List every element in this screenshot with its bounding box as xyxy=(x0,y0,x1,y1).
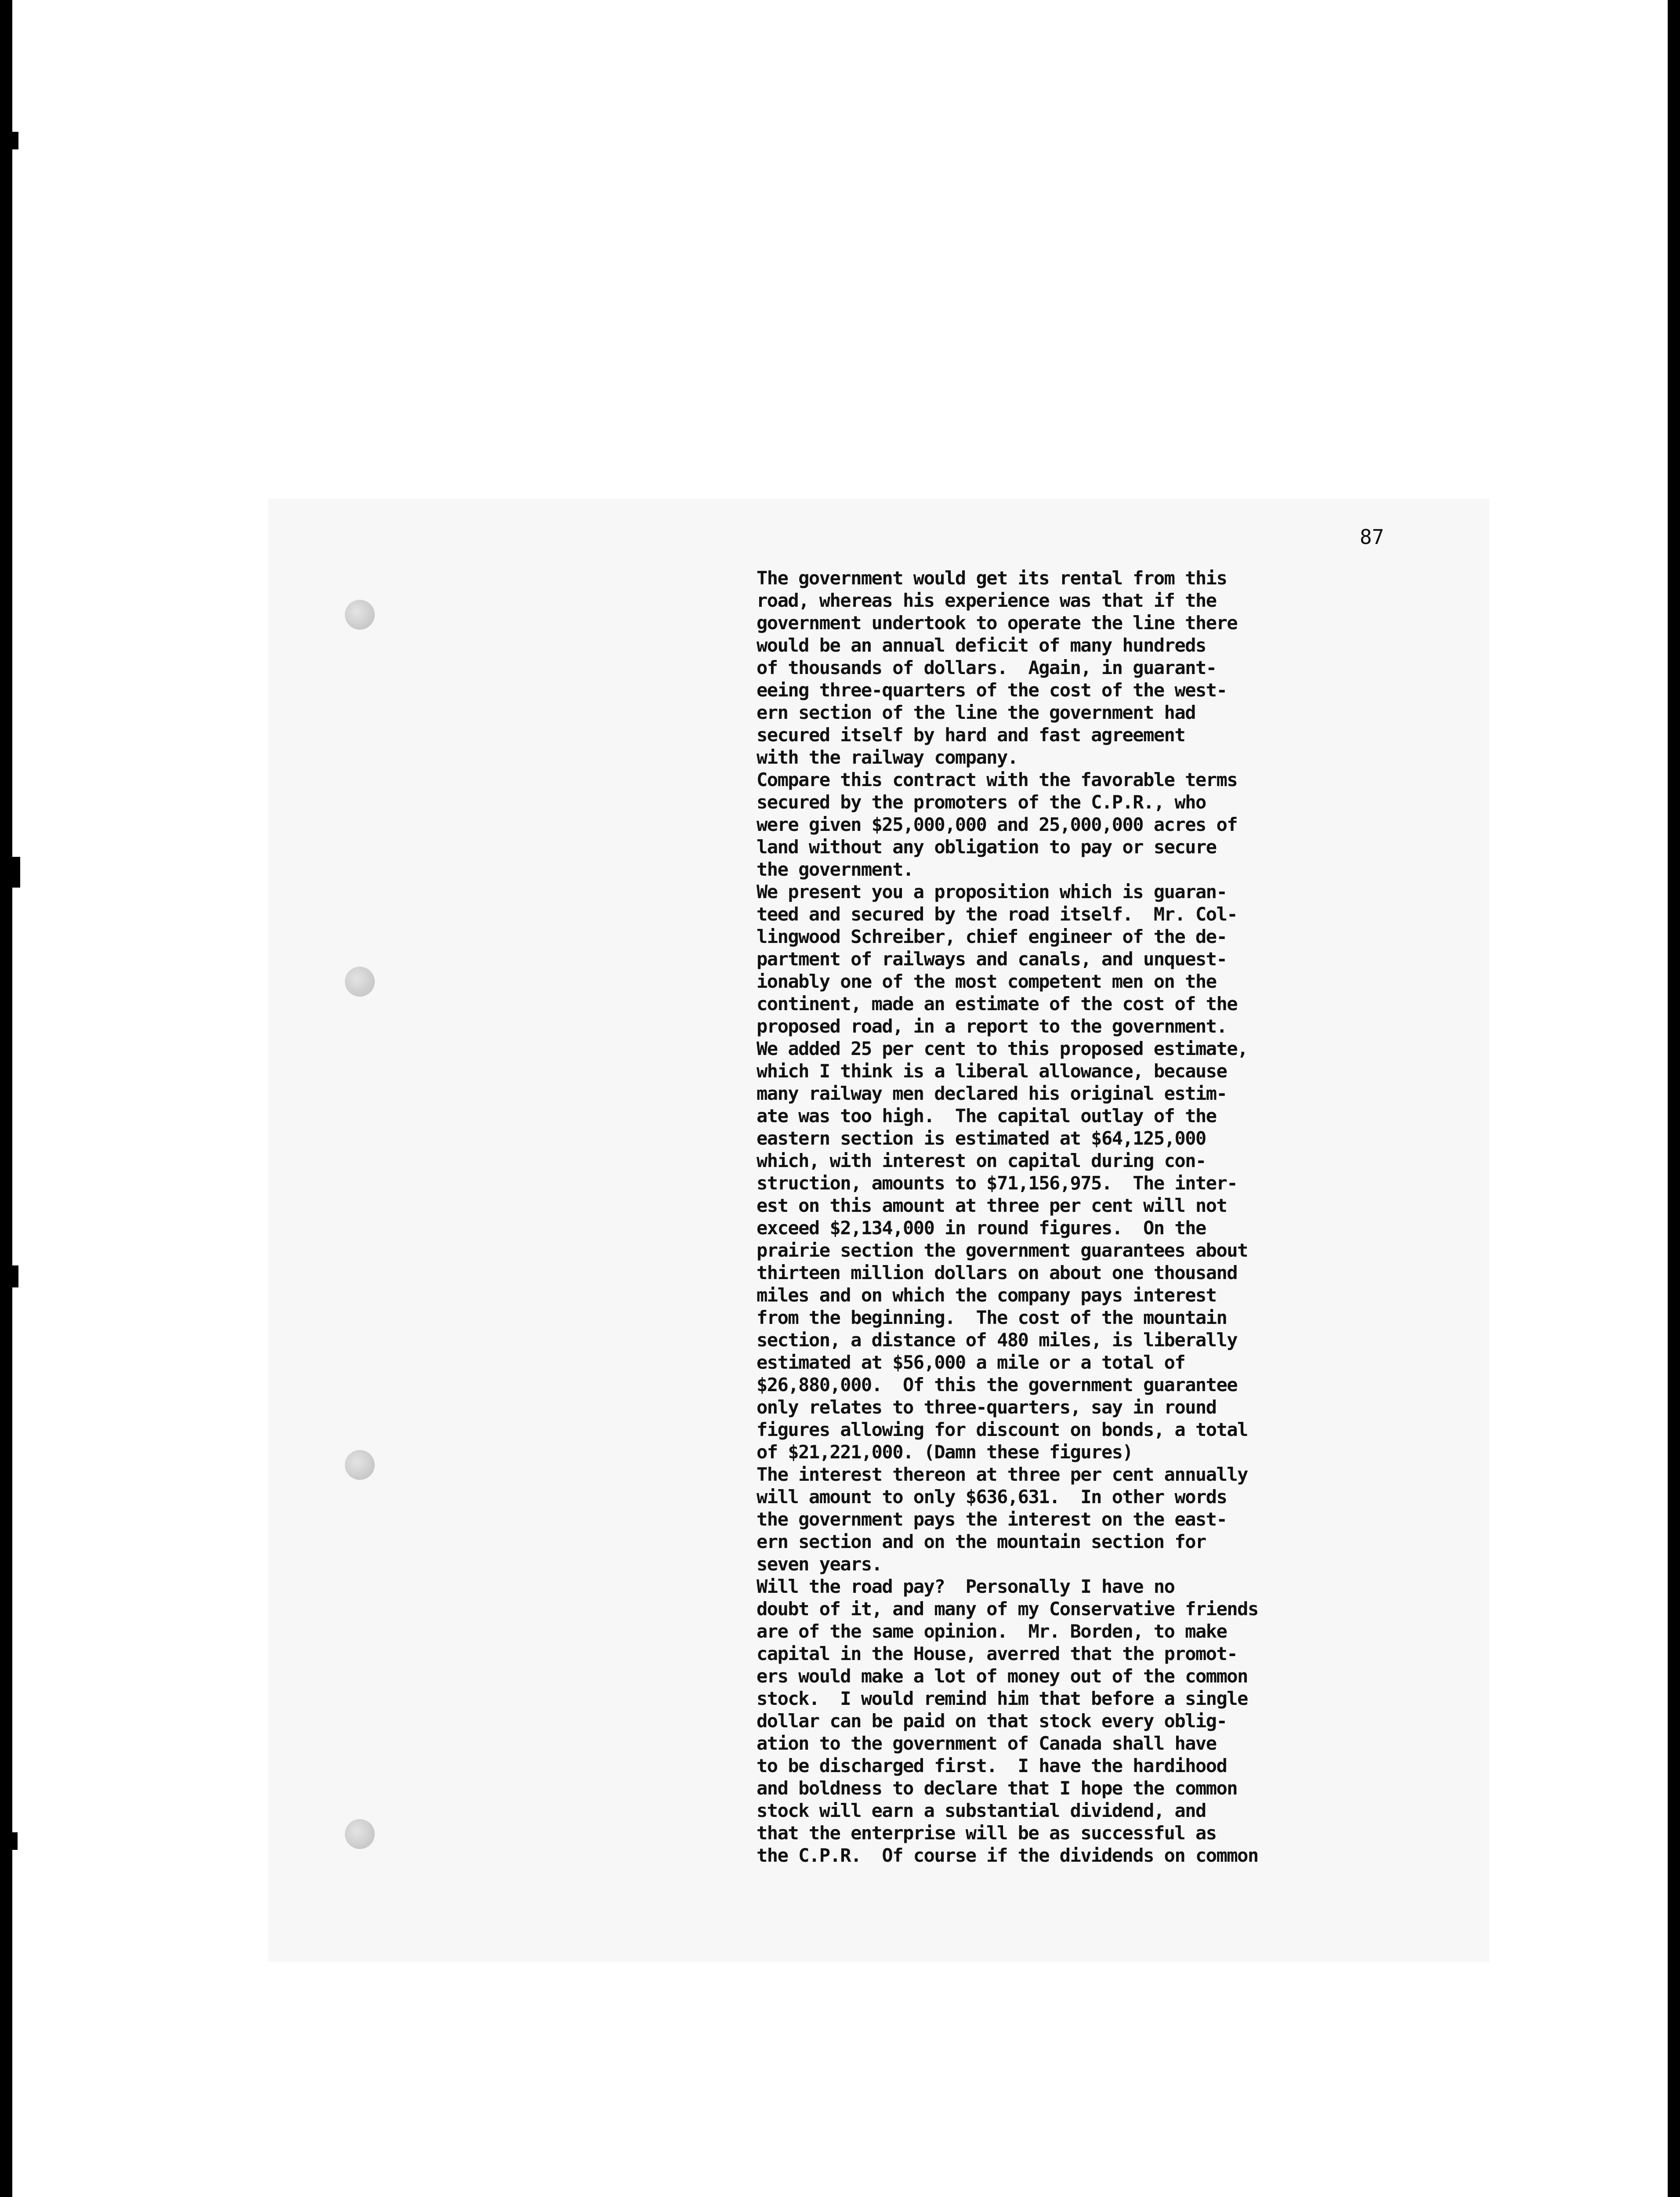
text-line: the government. xyxy=(757,859,913,880)
text-line: the government pays the interest on the east- xyxy=(757,1508,1227,1530)
text-line: of thousands of dollars. Again, in guarant- xyxy=(757,657,1217,678)
text-line: figures allowing for discount on bonds, a total xyxy=(757,1419,1248,1440)
text-line: Compare this contract with the favorable terms xyxy=(757,769,1238,790)
punch-hole xyxy=(345,967,375,997)
text-line: seven years. xyxy=(757,1553,882,1575)
text-line: eastern section is estimated at $64,125,000 xyxy=(757,1128,1206,1149)
text-line: are of the same opinion. Mr. Borden, to make xyxy=(757,1621,1227,1642)
text-line: many railway men declared his original estim- xyxy=(757,1083,1227,1104)
text-line: exceed $2,134,000 in round figures. On the xyxy=(757,1217,1206,1239)
text-line: ern section and on the mountain section for xyxy=(757,1531,1206,1552)
typed-letter-body xyxy=(757,567,1380,1867)
text-line: stock will earn a substantial dividend, and xyxy=(757,1800,1206,1821)
text-line: that the enterprise will be as successful as xyxy=(757,1822,1217,1844)
text-line: eeing three-quarters of the cost of the west- xyxy=(757,679,1227,701)
text-line: which, with interest on capital during con- xyxy=(757,1150,1206,1171)
text-line: The government would get its rental from this xyxy=(757,567,1227,589)
page-number: 87 xyxy=(1360,525,1384,549)
film-edge-mark xyxy=(12,857,20,888)
text-line: were given $25,000,000 and 25,000,000 acres of xyxy=(757,814,1238,835)
text-line: estimated at $56,000 a mile or a total of xyxy=(757,1352,1185,1373)
text-line: struction, amounts to $71,156,975. The inter- xyxy=(757,1172,1238,1194)
text-line: which I think is a liberal allowance, because xyxy=(757,1060,1227,1082)
text-line: the C.P.R. Of course if the dividends on common xyxy=(757,1845,1258,1866)
text-line: ern section of the line the government had xyxy=(757,702,1196,723)
text-line: prairie section the government guarantees about xyxy=(757,1240,1248,1261)
text-line: miles and on which the company pays interest xyxy=(757,1284,1217,1306)
text-line: teed and secured by the road itself. Mr. Col- xyxy=(757,903,1238,925)
text-line: ation to the government of Canada shall have xyxy=(757,1733,1217,1754)
text-line: road, whereas his experience was that if the xyxy=(757,590,1217,611)
text-line: of $21,221,000. (Damn these figures) xyxy=(757,1441,1133,1463)
text-line: Will the road pay? Personally I have no xyxy=(757,1576,1175,1597)
film-right-edge xyxy=(1668,0,1680,2197)
punch-hole xyxy=(345,1450,375,1480)
punch-hole xyxy=(345,600,375,630)
text-line: est on this amount at three per cent will not xyxy=(757,1195,1227,1216)
text-line: We present you a proposition which is guaran- xyxy=(757,881,1227,903)
text-line: ionably one of the most competent men on the xyxy=(757,971,1217,992)
film-edge-mark xyxy=(12,1265,18,1287)
text-line: to be discharged first. I have the hardihood xyxy=(757,1755,1227,1776)
text-line: and boldness to declare that I hope the common xyxy=(757,1777,1238,1799)
text-line: land without any obligation to pay or secure xyxy=(757,836,1217,858)
text-line: government undertook to operate the line there xyxy=(757,612,1238,634)
text-line: ers would make a lot of money out of the common xyxy=(757,1665,1248,1687)
text-line: ate was too high. The capital outlay of the xyxy=(757,1105,1217,1127)
text-line: stock. I would remind him that before a single xyxy=(757,1688,1248,1709)
text-line: capital in the House, averred that the promot- xyxy=(757,1643,1238,1664)
text-line: from the beginning. The cost of the mountain xyxy=(757,1307,1227,1328)
text-line: thirteen million dollars on about one thousand xyxy=(757,1262,1238,1283)
text-line: continent, made an estimate of the cost of the xyxy=(757,993,1238,1015)
text-line: The interest thereon at three per cent annually xyxy=(757,1464,1248,1485)
text-line: lingwood Schreiber, chief engineer of the de- xyxy=(757,926,1227,947)
text-line: will amount to only $636,631. In other words xyxy=(757,1486,1227,1508)
film-edge-mark xyxy=(12,1832,18,1850)
text-line: doubt of it, and many of my Conservative friends xyxy=(757,1598,1258,1620)
text-line: only relates to three-quarters, say in round xyxy=(757,1396,1217,1418)
text-line: proposed road, in a report to the government. xyxy=(757,1015,1227,1037)
text-line: with the railway company. xyxy=(757,747,1018,768)
text-line: secured by the promoters of the C.P.R., who xyxy=(757,791,1206,813)
text-line: secured itself by hard and fast agreement xyxy=(757,724,1185,746)
text-line: would be an annual deficit of many hundreds xyxy=(757,634,1206,656)
text-line: dollar can be paid on that stock every oblig- xyxy=(757,1710,1227,1732)
punch-hole xyxy=(345,1819,375,1849)
text-line: $26,880,000. Of this the government guarantee xyxy=(757,1374,1238,1396)
text-line: section, a distance of 480 miles, is liberally xyxy=(757,1329,1238,1351)
film-edge-mark xyxy=(12,132,18,149)
text-line: partment of railways and canals, and unquest- xyxy=(757,948,1227,970)
text-line: We added 25 per cent to this proposed estimate, xyxy=(757,1038,1248,1059)
film-left-edge xyxy=(0,0,12,2197)
